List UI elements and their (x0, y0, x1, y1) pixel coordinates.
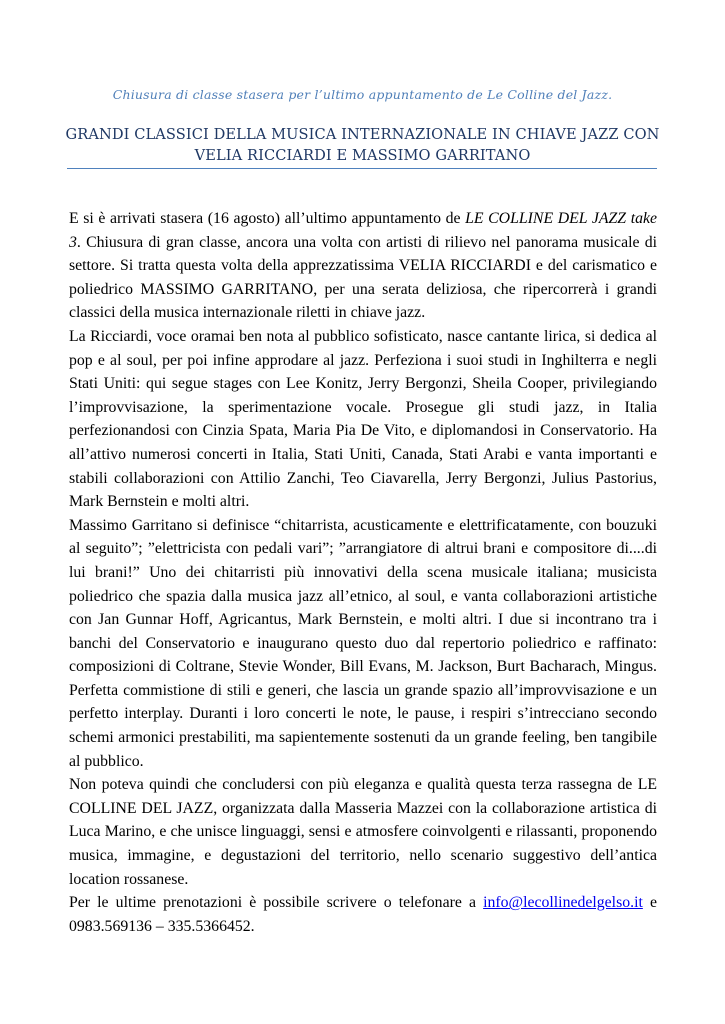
paragraph-ricciardi: La Ricciardi, voce oramai ben nota al pubblico sofisticato, nasce cantante lirica, si dedica al pop e al soul, per poi infine approdare al jazz. Perfeziona i suoi studi in Inghilterra e negli Stati Uniti: qui segue stages con Lee Konitz, Jerry Bergonzi, Sheila Cooper, privilegiando l’improvvisazione, la sperimentazione vocale. Prosegue gli studi jazz, in Italia perfezionandosi con Cinzia Spata, Maria Pia De Vito, e diplomandosi in Conservatorio. Ha all’attivo numerosi concerti in Italia, Stati Uniti, Canada, Stati Arabi e vanta importanti e stabili collaborazioni con Attilio Zanchi, Teo Ciavarella, Jerry Bergonzi, Julius Pastorius, Mark Bernstein e molti altri. (69, 327, 657, 511)
paragraph-intro (69, 207, 657, 325)
contacts-text-a: Per le ultime prenotazioni è possibile scrivere o telefonare a (69, 894, 484, 912)
article-headline (65, 124, 660, 166)
event-name-italic: LE COLLINE DEL JAZZ take 3 (69, 210, 658, 251)
article-subtitle: Chiusura di classe stasera per l’ultimo appuntamento de Le Colline del Jazz. (112, 87, 613, 102)
email-link[interactable]: info@lecollinedelgelso.it (483, 894, 643, 912)
paragraph-intro-text-a: E si è arrivati stasera (16 agosto) all’ultimo appuntamento de (69, 210, 466, 227)
paragraph-conclusion: Non poteva quindi che concludersi con più eleganza e qualità questa terza rassegna de LE COLLINE DEL JAZZ, organizzata dalla Masseria Mazzei con la collaborazione artistica di Luca Marino, e che unisce linguaggi, sensi e atmosfere coinvolgenti e rilassanti, proponendo musica, immagine, e degustazioni del territorio, nello scenario suggestivo dell’antica location rossanese. (69, 776, 657, 888)
headline-line-2: VELIA RICCIARDI E MASSIMO GARRITANO (194, 147, 531, 164)
paragraph-garritano: Massimo Garritano si definisce “chitarrista, acusticamente e elettrificatamente, con bouzuki al seguito”; ”elettricista con pedali vari”; ”arrangiatore di altrui brani e compositore di....di lui brani!” Uno dei chitarristi più innovativi della scena musicale italiana; musicista poliedrico che spazia dalla musica jazz all’etnico, al soul, e vanta collaborazioni artistiche con Jan Gunnar Hoff, Agricantus, Mark Bernstein, e molti altri. I due si incontrano tra i banchi del Conservatorio e inaugurano questo duo dal repertorio poliedrico e raffinato: composizioni di Coltrane, Stevie Wonder, Bill Evans, M. Jackson, Burt Bacharach, Mingus. Perfetta commistione di stili e generi, che lascia un grande spazio all’improvvisazione e un perfetto interplay. Duranti i loro concerti le note, le pause, i respiri s’intrecciano secondo schemi armonici prestabiliti, ma sapientemente sostenuti da un grande feeling, ben tangibile al pubblico. (69, 516, 657, 770)
article-body (69, 207, 657, 938)
paragraph-intro-text-b: . Chiusura di gran classe, ancora una volta con artisti di rilievo nel panorama musicale di settore. Si tratta questa volta della apprezzatissima VELIA RICCIARDI e del carismatico e poliedrico MASSIMO GARRITANO, per una serata deliziosa, che ripercorrerà i grandi classici della musica internazionale riletti in chiave jazz. (69, 233, 657, 322)
headline-line-1: GRANDI CLASSICI DELLA MUSICA INTERNAZIONALE IN CHIAVE JAZZ CON (65, 126, 660, 143)
paragraph-contacts (69, 891, 657, 938)
contacts-text-b: e 0983.569136 – 335.5366452. (69, 894, 657, 935)
headline-divider (67, 168, 657, 169)
